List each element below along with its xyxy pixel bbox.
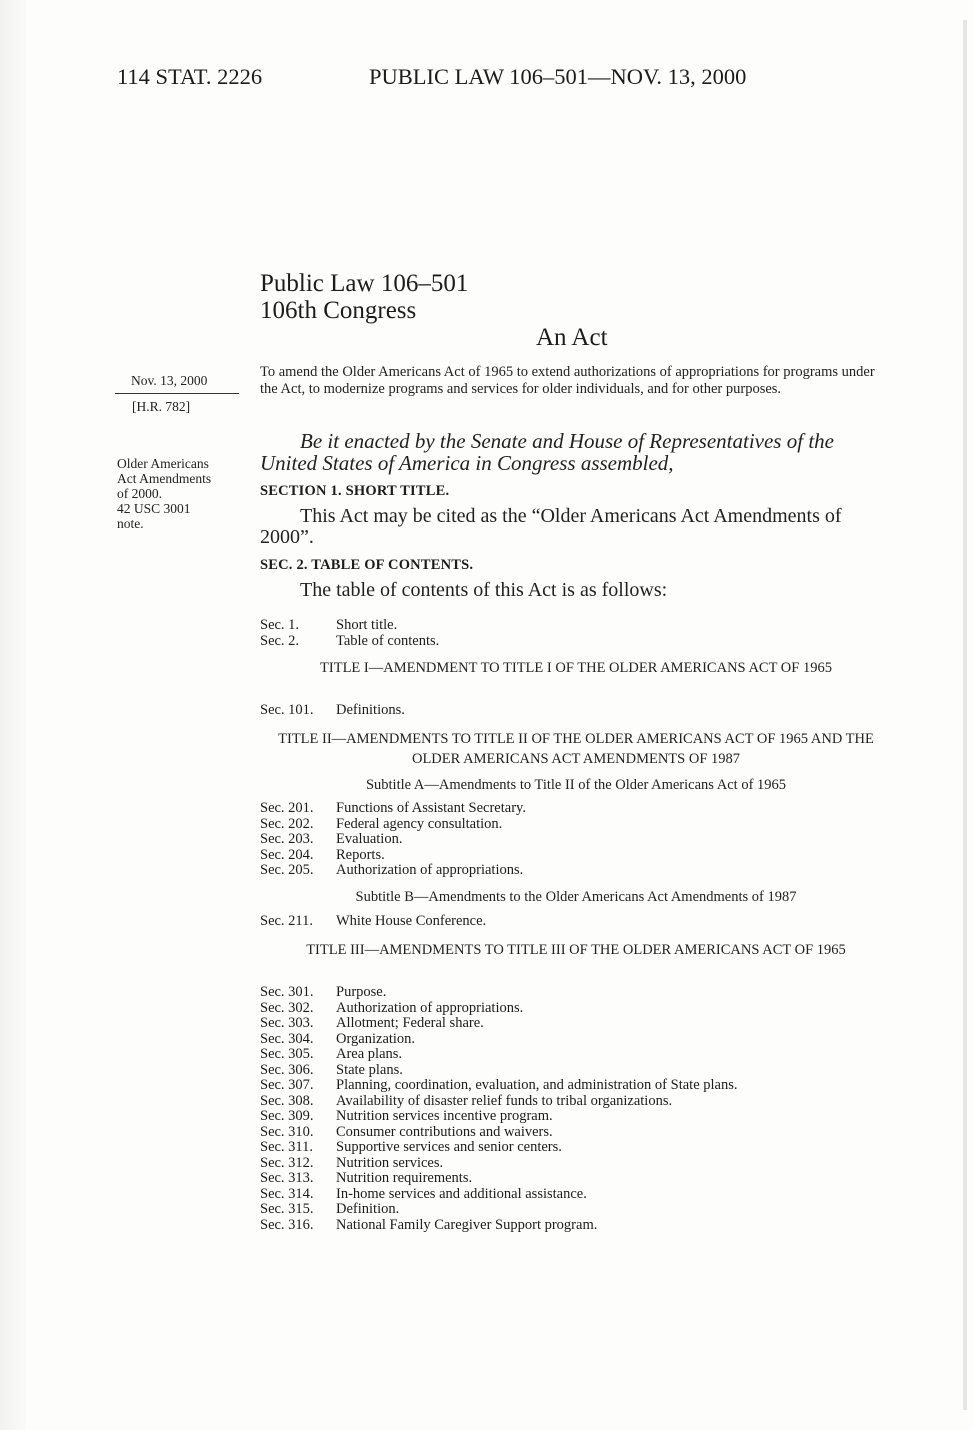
toc-title-3-list: [260, 985, 738, 1233]
toc-item: Sec. 308. Availability of disaster relief funds to tribal organizations.: [260, 1092, 673, 1109]
toc-item: Sec. 304. Organization.: [260, 1030, 416, 1047]
toc-item: Sec. 202. Federal agency consultation.: [260, 815, 503, 832]
toc-title-3-heading: TITLE III—AMENDMENTS TO TITLE III OF THE OLDER AMERICANS ACT OF 1965: [306, 942, 846, 958]
stat-citation: 114 STAT. 2226: [117, 64, 263, 89]
margin-bill-number: [H.R. 782]: [132, 399, 191, 414]
section-2-text: [260, 580, 892, 601]
toc-subtitle-b-list: [260, 914, 486, 930]
toc-item: Sec. 101. Definitions.: [260, 702, 405, 718]
margin-note-line: Act Amendments: [117, 471, 212, 486]
margin-note-line: of 2000.: [117, 486, 162, 501]
public-law-heading: [260, 270, 468, 324]
public-law-number: Public Law 106–501: [260, 270, 469, 297]
margin-divider: [115, 393, 239, 394]
margin-date: Nov. 13, 2000: [131, 373, 208, 388]
toc-item: Sec. 204. Reports.: [260, 846, 385, 863]
toc-item: Sec. 314. In-home services and additional assistance.: [260, 1185, 587, 1202]
toc-item: Sec. 211. White House Conference.: [260, 913, 487, 929]
toc-item: Sec. 316. National Family Caregiver Support program.: [260, 1216, 598, 1233]
toc-item: Sec. 312. Nutrition services.: [260, 1154, 444, 1171]
toc-subtitle-b-heading: Subtitle B—Amendments to the Older Americans Act Amendments of 1987: [355, 889, 797, 905]
toc-item: Sec. 309. Nutrition services incentive program.: [260, 1108, 553, 1124]
toc-item: Sec. 201. Functions of Assistant Secretary.: [260, 800, 526, 816]
toc-intro-list: [260, 618, 439, 649]
toc-item: Sec. 311. Supportive services and senior centers.: [260, 1139, 562, 1155]
toc-item: Sec. 306. State plans.: [260, 1061, 403, 1078]
section-1-text: [260, 506, 892, 548]
enacting-clause: [260, 430, 890, 474]
toc-item: Sec. 315. Definition.: [260, 1201, 400, 1217]
section-2-heading: SEC. 2. TABLE OF CONTENTS.: [260, 557, 474, 573]
toc-item: Sec. 2. Table of contents.: [260, 632, 440, 649]
toc-title-1-list: [260, 703, 405, 719]
congress-number: 106th Congress: [260, 297, 417, 324]
section-1-body: This Act may be cited as the “Older Americans Act Amendments of 2000”.: [260, 505, 842, 548]
page-right-edge: [963, 20, 967, 1410]
toc-item: Sec. 302. Authorization of appropriations.: [260, 999, 524, 1016]
margin-note-line: note.: [117, 516, 144, 531]
act-purpose: To amend the Older Americans Act of 1965 to extend authorizations of appropriations for programs under the Act, to modernize programs and services for older individuals, and for other purposes.: [260, 364, 875, 397]
toc-item: Sec. 1. Short title.: [260, 617, 398, 633]
toc-subtitle-a-list: [260, 801, 526, 879]
toc-item: Sec. 310. Consumer contributions and waivers.: [260, 1123, 553, 1140]
enacting-clause-text: Be it enacted by the Senate and House of Representatives of the United States of America in Congress assembled,: [260, 429, 834, 475]
section-2-body: The table of contents of this Act is as follows:: [300, 579, 668, 601]
toc-item: Sec. 305. Area plans.: [260, 1046, 403, 1062]
running-law-title: PUBLIC LAW 106–501—NOV. 13, 2000: [369, 64, 747, 89]
margin-note-line: 42 USC 3001: [117, 501, 191, 516]
toc-item: Sec. 203. Evaluation.: [260, 831, 403, 847]
toc-subtitle-a-heading: Subtitle A—Amendments to Title II of the Older Americans Act of 1965: [365, 777, 787, 793]
toc-item: Sec. 307. Planning, coordination, evaluation, and administration of State plans.: [260, 1077, 738, 1093]
toc-title-1-heading: TITLE I—AMENDMENT TO TITLE I OF THE OLDER AMERICANS ACT OF 1965: [320, 660, 832, 676]
toc-title-2-heading: TITLE II—AMENDMENTS TO TITLE II OF THE OLDER AMERICANS ACT OF 1965 AND THE OLDER AMERICANS ACT AMENDMENTS OF 1987: [278, 731, 874, 767]
margin-note-line: Older Americans: [117, 456, 209, 471]
toc-item: Sec. 313. Nutrition requirements.: [260, 1170, 473, 1186]
page-left-shadow: [0, 0, 26, 1430]
an-act-heading: An Act: [536, 324, 608, 351]
margin-short-title-note: [117, 456, 211, 531]
toc-item: Sec. 303. Allotment; Federal share.: [260, 1015, 484, 1031]
toc-item: Sec. 301. Purpose.: [260, 984, 387, 1000]
toc-item: Sec. 205. Authorization of appropriations.: [260, 862, 524, 878]
section-1-heading: SECTION 1. SHORT TITLE.: [260, 483, 450, 499]
